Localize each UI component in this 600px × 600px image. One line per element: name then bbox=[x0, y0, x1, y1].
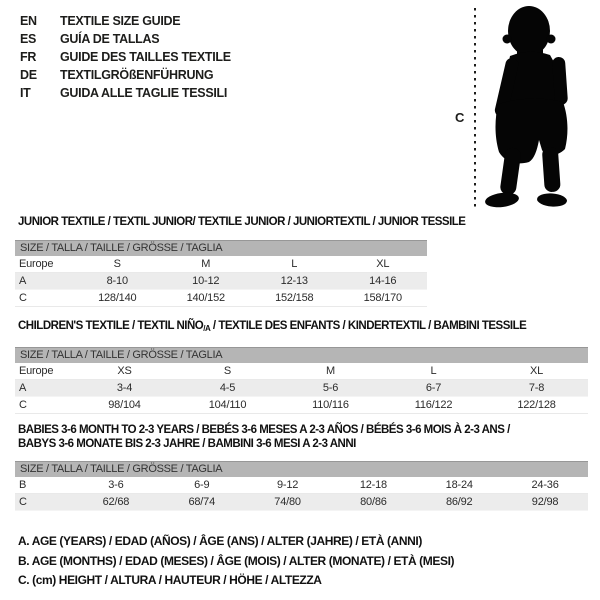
table-cell: 5-6 bbox=[322, 382, 339, 394]
row-label: Europe bbox=[19, 258, 54, 270]
lang-code: ES bbox=[20, 32, 37, 46]
lang-code: FR bbox=[20, 50, 37, 64]
lang-row-es bbox=[20, 30, 231, 48]
section-title: JUNIOR TEXTILE / TEXTIL JUNIOR/ TEXTILE JUNIOR / JUNIORTEXTIL / JUNIOR TESSILE bbox=[18, 216, 466, 228]
table-cell: 110/116 bbox=[312, 399, 349, 411]
table-cell: XS bbox=[117, 365, 132, 377]
table-row bbox=[15, 290, 427, 307]
table-cell: 4-5 bbox=[219, 382, 236, 394]
table-cell: 74/80 bbox=[274, 496, 301, 508]
table-cell: 6-9 bbox=[194, 479, 210, 491]
lang-label: TEXTILE SIZE GUIDE bbox=[60, 14, 181, 28]
table-cell: 122/128 bbox=[517, 399, 556, 411]
table-cell: S bbox=[223, 365, 232, 377]
table-cell: 98/104 bbox=[108, 399, 141, 411]
table-cell: 104/110 bbox=[208, 399, 247, 411]
row-label: C bbox=[19, 399, 27, 411]
legend-notes bbox=[18, 532, 454, 591]
section-title bbox=[15, 320, 588, 335]
table-cell: 14-16 bbox=[369, 275, 397, 287]
lang-row-it bbox=[20, 84, 231, 102]
lang-row-fr bbox=[20, 48, 231, 66]
table-cell: 140/152 bbox=[186, 292, 225, 304]
table-cell: L bbox=[291, 258, 298, 270]
table-cell: 68/74 bbox=[188, 496, 215, 508]
table-cell: 24-36 bbox=[531, 479, 559, 491]
table-row bbox=[15, 397, 588, 414]
table-cell: 6-7 bbox=[425, 382, 442, 394]
table-cell: 18-24 bbox=[445, 479, 473, 491]
baby-figure bbox=[450, 0, 600, 215]
lang-label: GUIDE DES TAILLES TEXTILE bbox=[60, 50, 231, 64]
table-cell: 116/122 bbox=[414, 399, 453, 411]
table-cell: 62/68 bbox=[102, 496, 130, 508]
title-subscript: /A bbox=[203, 324, 211, 333]
table-cell: 9-12 bbox=[276, 479, 299, 491]
language-list bbox=[20, 12, 231, 102]
table-cell: 3-6 bbox=[108, 479, 124, 491]
lang-code: EN bbox=[20, 14, 37, 28]
lang-label: GUÍA DE TALLAS bbox=[60, 32, 160, 46]
section-title-line2: BABYS 3-6 MONATE BIS 2-3 JAHRE / BAMBINI 3-6 MESI A 2-3 ANNI bbox=[18, 438, 356, 450]
table-row bbox=[15, 477, 588, 494]
lang-row-en bbox=[20, 12, 231, 30]
row-label: A bbox=[19, 382, 27, 394]
row-label: A bbox=[19, 275, 27, 287]
row-label: C bbox=[19, 292, 27, 304]
table-cell: 158/170 bbox=[363, 292, 402, 304]
table-cell: XL bbox=[529, 365, 544, 377]
row-label: B bbox=[19, 479, 27, 491]
lang-code: IT bbox=[20, 86, 31, 100]
baby-silhouette-svg bbox=[450, 0, 600, 215]
table-cell: 10-12 bbox=[192, 275, 220, 287]
table-cell: 128/140 bbox=[98, 292, 137, 304]
size-header-bar: SIZE / TALLA / TAILLE / GRÖSSE / TAGLIA bbox=[15, 240, 427, 256]
table-row bbox=[15, 256, 427, 273]
table-cell: 92/98 bbox=[531, 496, 559, 508]
note-age-months: B. AGE (MONTHS) / EDAD (MESES) / ÂGE (MOIS) / ALTER (MONATE) / ETÀ (MESI) bbox=[18, 553, 455, 568]
table-row bbox=[15, 363, 588, 380]
title-part: / TEXTILE DES ENFANTS / KINDERTEXTIL / BAMBINI TESSILE bbox=[210, 320, 527, 332]
table-cell: 3-4 bbox=[116, 382, 133, 394]
table-cell: XL bbox=[376, 258, 390, 270]
table-cell: 8-10 bbox=[106, 275, 128, 287]
note-height-cm: C. (cm) HEIGHT / ALTURA / HAUTEUR / HÖHE / ALTEZZA bbox=[18, 573, 322, 587]
table-cell: 12-18 bbox=[359, 479, 387, 491]
table-row bbox=[15, 494, 588, 511]
lang-code: DE bbox=[20, 68, 37, 82]
table-cell: M bbox=[326, 365, 335, 377]
table-cell: S bbox=[113, 258, 121, 270]
baby-silhouette bbox=[484, 6, 568, 209]
title-part: CHILDREN'S TEXTILE / TEXTIL NIÑO bbox=[18, 320, 204, 332]
section-children bbox=[15, 320, 588, 414]
table-cell: 86/92 bbox=[445, 496, 473, 508]
lang-row-de bbox=[20, 66, 231, 84]
note-age-years: A. AGE (YEARS) / EDAD (AÑOS) / ÂGE (ANS) / ALTER (JAHRE) / ETÀ (ANNI) bbox=[18, 534, 422, 548]
height-marker-label: C bbox=[455, 110, 465, 125]
table-cell: 152/158 bbox=[275, 292, 314, 304]
table-cell: 12-13 bbox=[280, 275, 308, 287]
section-title-line1: BABIES 3-6 MONTH TO 2-3 YEARS / BEBÉS 3-6 MESES A 2-3 AÑOS / BÉBÉS 3-6 MOIS À 2-3 ANS / bbox=[18, 424, 510, 436]
table-cell: 7-8 bbox=[528, 382, 545, 394]
lang-label: GUIDA ALLE TAGLIE TESSILI bbox=[60, 86, 228, 100]
section-babies bbox=[15, 423, 588, 511]
lang-label: TEXTILGRÖßENFÜHRUNG bbox=[60, 68, 214, 82]
size-header-bar: SIZE / TALLA / TAILLE / GRÖSSE / TAGLIA bbox=[15, 347, 588, 363]
table-cell: M bbox=[201, 258, 211, 270]
section-junior bbox=[15, 216, 466, 307]
table-cell: L bbox=[430, 365, 437, 377]
table-cell: 80/86 bbox=[360, 496, 387, 508]
size-header-bar: SIZE / TALLA / TAILLE / GRÖSSE / TAGLIA bbox=[15, 461, 588, 477]
table-row bbox=[15, 273, 427, 290]
row-label: C bbox=[19, 496, 27, 508]
table-row bbox=[15, 380, 588, 397]
row-label: Europe bbox=[19, 365, 54, 377]
